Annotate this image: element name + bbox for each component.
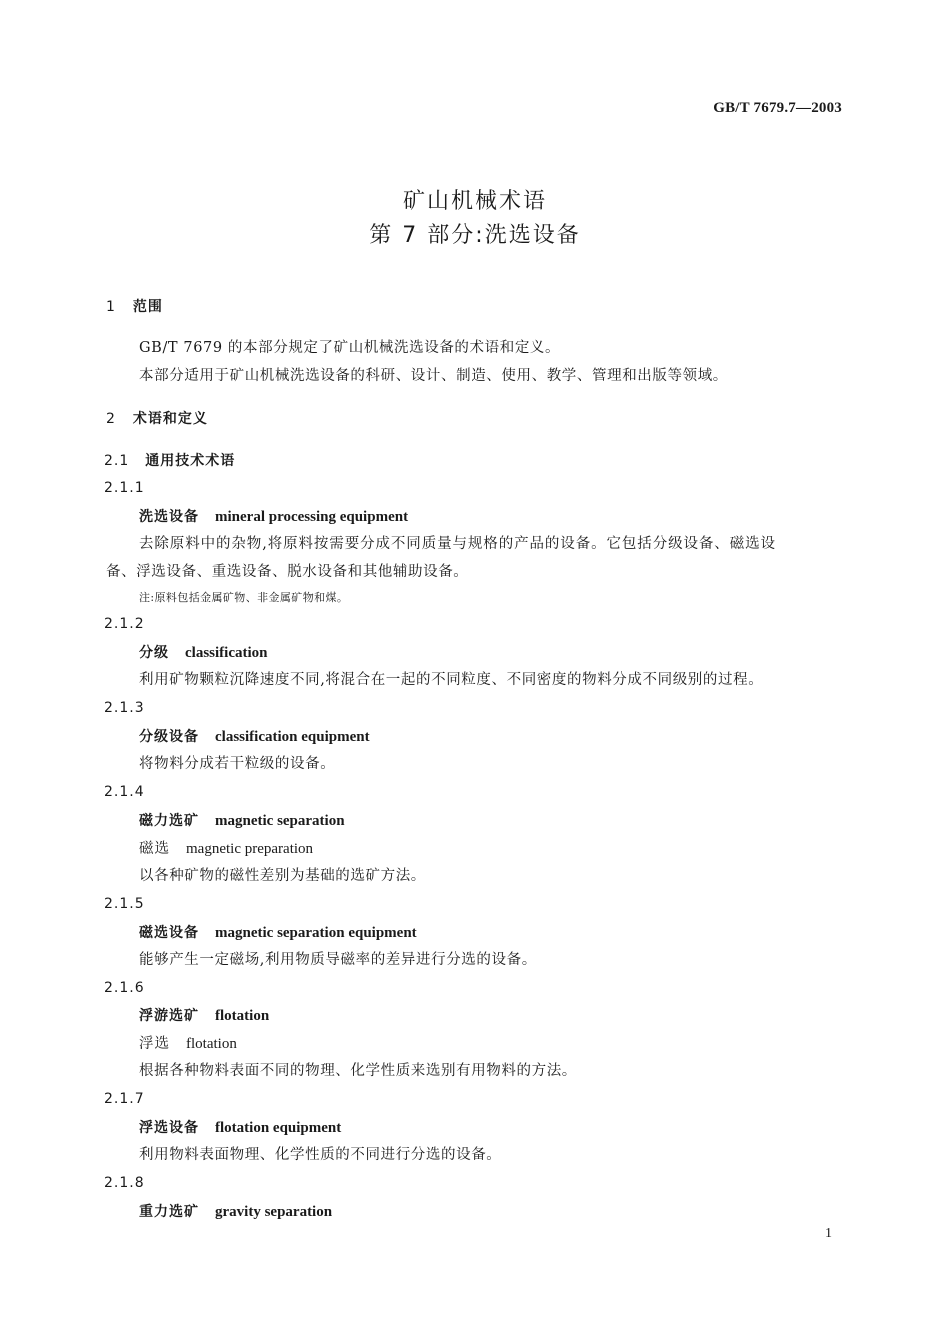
subsection-number: 2.1 bbox=[104, 453, 130, 469]
term-entry bbox=[139, 726, 370, 747]
term-definition: 去除原料中的杂物,将原料按需要分成不同质量与规格的产品的设备。它包括分级设备、磁选设 bbox=[139, 536, 776, 552]
term-number: 2.1.6 bbox=[104, 980, 145, 996]
term-number: 2.1.2 bbox=[104, 616, 145, 632]
term-en: flotation bbox=[215, 1008, 270, 1024]
section-title: 术语和定义 bbox=[132, 411, 208, 427]
term-cn: 重力选矿 bbox=[139, 1204, 199, 1220]
subsection-heading bbox=[104, 450, 235, 471]
term-definition: 以各种矿物的磁性差别为基础的选矿方法。 bbox=[139, 868, 426, 884]
document-title: 矿山机械术语 bbox=[402, 189, 547, 214]
section-heading-scope bbox=[106, 296, 163, 317]
term-note: 注:原料包括金属矿物、非金属矿物和煤。 bbox=[139, 591, 349, 604]
scope-paragraph-2: 本部分适用于矿山机械洗选设备的科研、设计、制造、使用、教学、管理和出版等领域。 bbox=[139, 368, 728, 384]
subsection-title: 通用技术术语 bbox=[145, 453, 236, 469]
term-en: flotation equipment bbox=[215, 1120, 342, 1136]
term-cn: 磁力选矿 bbox=[139, 813, 199, 829]
term-en: classification bbox=[185, 645, 268, 661]
term-cn: 分级 bbox=[139, 645, 169, 661]
synonym-cn: 磁选 bbox=[139, 841, 170, 857]
section-title: 范围 bbox=[132, 299, 163, 315]
page-number: 1 bbox=[825, 1226, 832, 1241]
term-cn: 浮选设备 bbox=[139, 1120, 199, 1136]
scope-paragraph-1: GB/T 7679 的本部分规定了矿山机械洗选设备的术语和定义。 bbox=[139, 340, 561, 356]
term-definition: 利用矿物颗粒沉降速度不同,将混合在一起的不同粒度、不同密度的物料分成不同级别的过程。 bbox=[139, 672, 764, 688]
synonym-cn: 浮选 bbox=[139, 1036, 170, 1052]
term-en: mineral processing equipment bbox=[215, 509, 409, 525]
term-entry bbox=[139, 1117, 341, 1138]
term-entry bbox=[139, 506, 408, 527]
document-subtitle: 第 7 部分:洗选设备 bbox=[369, 223, 581, 248]
term-definition: 根据各种物料表面不同的物理、化学性质来选别有用物料的方法。 bbox=[139, 1063, 577, 1079]
term-cn: 磁选设备 bbox=[139, 925, 199, 941]
standard-code: GB/T 7679.7—2003 bbox=[713, 100, 842, 116]
term-number: 2.1.3 bbox=[104, 700, 145, 716]
term-cn: 分级设备 bbox=[139, 729, 199, 745]
section-heading-terms bbox=[106, 408, 208, 429]
term-definition: 能够产生一定磁场,利用物质导磁率的差异进行分选的设备。 bbox=[139, 952, 537, 968]
term-en: gravity separation bbox=[215, 1204, 333, 1220]
term-number: 2.1.8 bbox=[104, 1175, 145, 1191]
term-entry bbox=[139, 642, 268, 663]
term-synonym bbox=[139, 1033, 237, 1054]
section-number: 1 bbox=[106, 299, 116, 315]
term-synonym bbox=[139, 838, 313, 859]
term-en: classification equipment bbox=[215, 729, 370, 745]
term-cn: 浮游选矿 bbox=[139, 1008, 199, 1024]
term-number: 2.1.5 bbox=[104, 896, 145, 912]
term-definition-cont: 备、浮选设备、重选设备、脱水设备和其他辅助设备。 bbox=[106, 564, 469, 580]
term-entry bbox=[139, 1005, 269, 1026]
term-cn: 洗选设备 bbox=[139, 509, 199, 525]
synonym-en: flotation bbox=[186, 1036, 237, 1052]
term-number: 2.1.7 bbox=[104, 1091, 145, 1107]
term-entry bbox=[139, 1201, 332, 1222]
section-number: 2 bbox=[106, 411, 116, 427]
term-entry bbox=[139, 810, 345, 831]
term-entry bbox=[139, 922, 417, 943]
term-en: magnetic separation bbox=[215, 813, 345, 829]
term-definition: 将物料分成若干粒级的设备。 bbox=[139, 756, 336, 772]
synonym-en: magnetic preparation bbox=[186, 841, 314, 857]
term-number: 2.1.4 bbox=[104, 784, 145, 800]
term-en: magnetic separation equipment bbox=[215, 925, 417, 941]
term-number: 2.1.1 bbox=[104, 480, 145, 496]
term-definition: 利用物料表面物理、化学性质的不同进行分选的设备。 bbox=[139, 1147, 502, 1163]
